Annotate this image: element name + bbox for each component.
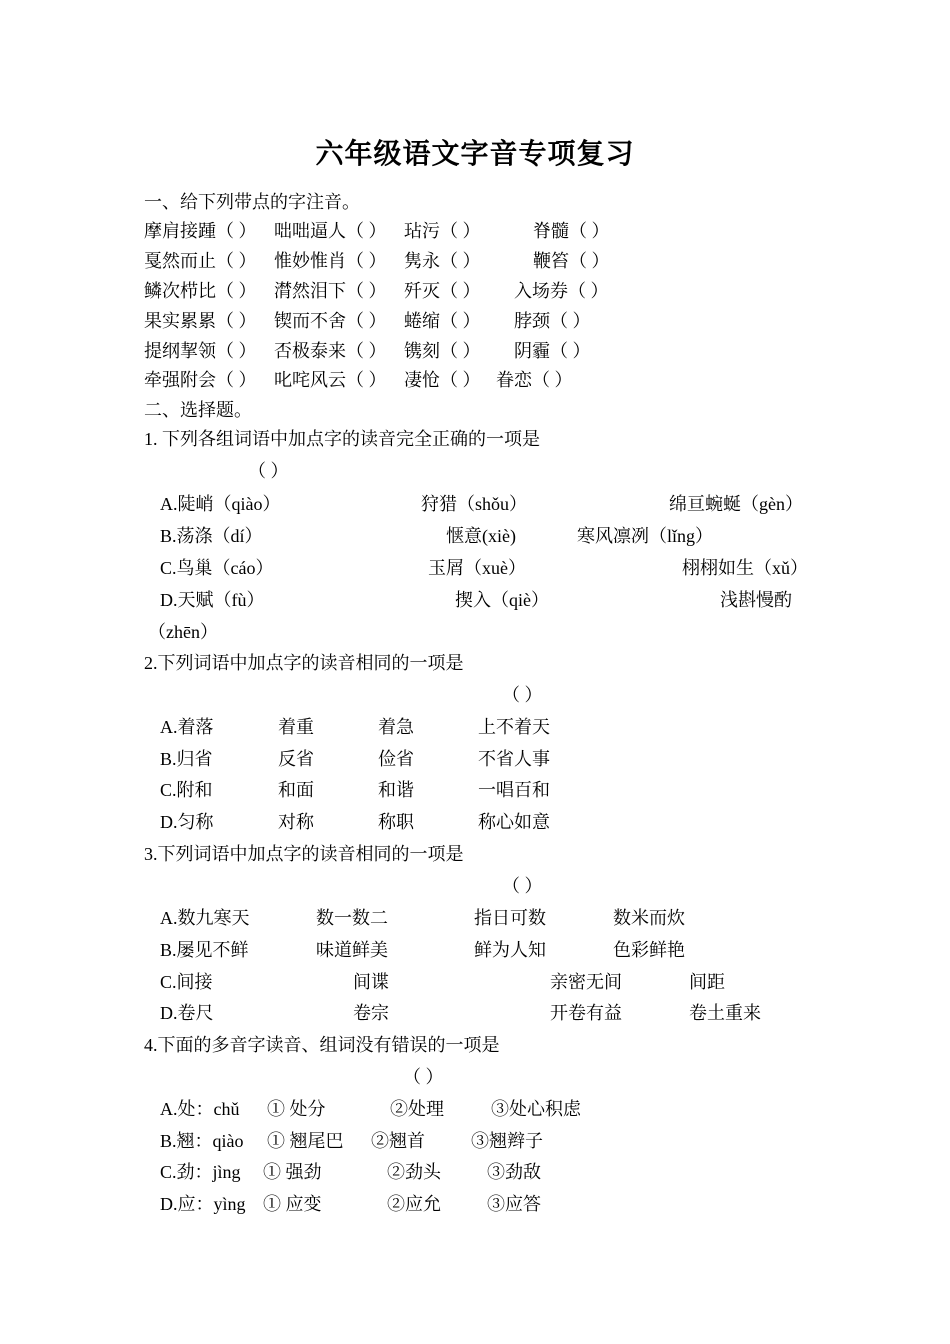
option-c-item: 亲密无间	[550, 972, 622, 992]
term: 玷污（ ）	[404, 221, 481, 241]
option-b: B.翘：qiào	[160, 1131, 244, 1151]
term: 果实累累（ ）	[144, 311, 257, 331]
term: 戛然而止（ ）	[144, 251, 257, 271]
option-c-item: ③劲敌	[487, 1162, 541, 1182]
option-a: A.陡峭（qiào）	[160, 494, 281, 514]
option-b-item: 俭省	[378, 749, 414, 769]
option-d-item: 卷宗	[353, 1003, 389, 1023]
option-d: D.应：yìng	[160, 1194, 246, 1214]
page-title: 六年级语文字音专项复习	[315, 139, 635, 170]
option-c-item: 和面	[278, 780, 314, 800]
option-c-item: 间距	[689, 972, 725, 992]
option-c-item: ① 强劲	[263, 1162, 322, 1182]
option-d-item: 开卷有益	[550, 1003, 622, 1023]
term: 惟妙惟肖（ ）	[274, 251, 387, 271]
option-a-item: 数米而炊	[613, 908, 685, 928]
option-c: C.鸟巢（cáo）	[160, 558, 274, 578]
option-c-item: 玉屑（xuè）	[428, 558, 526, 578]
option-a: A.着落	[160, 717, 214, 737]
term: 眷恋（ ）	[496, 370, 573, 390]
option-d-item: ① 应变	[263, 1194, 322, 1214]
option-c: C.劲：jìng	[160, 1162, 241, 1182]
option-d-item: 对称	[278, 812, 314, 832]
term: 脖颈（ ）	[514, 311, 591, 331]
option-c: C.间接	[160, 972, 213, 992]
term: 摩肩接踵（ ）	[144, 221, 257, 241]
option-b-item: ②翘首	[371, 1131, 425, 1151]
option-a-item: 上不着天	[478, 717, 550, 737]
option-d-item: 称心如意	[478, 812, 550, 832]
term: 隽永（ ）	[404, 251, 481, 271]
option-a: A.处：chǔ	[160, 1099, 240, 1119]
option-c-item: ②劲头	[387, 1162, 441, 1182]
term: 阴霾（ ）	[514, 341, 591, 361]
option-b-item: 色彩鲜艳	[613, 940, 685, 960]
term: 镌刻（ ）	[404, 341, 481, 361]
option-d: D.卷尺	[160, 1003, 214, 1023]
option-a-item: ②处理	[390, 1099, 444, 1119]
section2-heading: 二、选择题。	[144, 400, 252, 420]
option-d: D.匀称	[160, 812, 214, 832]
option-d-item: 揳入（qiè）	[455, 590, 549, 610]
option-d-wrap: （zhēn）	[148, 622, 218, 642]
option-b-item: 惬意(xiè)	[446, 526, 516, 546]
term: 凄怆（ ）	[404, 370, 481, 390]
term: 鳞次栉比（ ）	[144, 281, 257, 301]
option-b-item: ① 翘尾巴	[267, 1131, 344, 1151]
option-b-item: 反省	[278, 749, 314, 769]
option-a-item: 绵亘蜿蜒（gèn）	[669, 494, 803, 514]
question-4-stem: 4.下面的多音字读音、组词没有错误的一项是	[144, 1035, 500, 1055]
option-d-item: ②应允	[387, 1194, 441, 1214]
option-a-item: ① 处分	[267, 1099, 326, 1119]
option-d: D.天赋（fù）	[160, 590, 265, 610]
option-d-item: 浅斟慢酌	[720, 590, 792, 610]
answer-paren: （ ）	[502, 876, 543, 896]
option-b: B.归省	[160, 749, 213, 769]
option-c-item: 一唱百和	[478, 780, 550, 800]
term: 歼灭（ ）	[404, 281, 481, 301]
option-b-item: 鲜为人知	[474, 940, 546, 960]
option-d-item: ③应答	[487, 1194, 541, 1214]
term: 否极泰来（ ）	[274, 341, 387, 361]
term: 咄咄逼人（ ）	[274, 221, 387, 241]
answer-paren: （ ）	[248, 461, 289, 481]
option-b-item: ③翘辫子	[471, 1131, 543, 1151]
option-a-item: 狩猎（shǒu）	[421, 494, 528, 514]
option-a: A.数九寒天	[160, 908, 250, 928]
option-d-item: 卷土重来	[689, 1003, 761, 1023]
term: 脊髓（ ）	[533, 221, 610, 241]
answer-paren: （ ）	[403, 1067, 444, 1087]
answer-paren: （ ）	[502, 685, 543, 705]
option-c-item: 和谐	[378, 780, 414, 800]
option-c: C.附和	[160, 780, 213, 800]
term: 入场券（ ）	[514, 281, 609, 301]
option-b: B.荡涤（dí）	[160, 526, 263, 546]
option-a-item: ③处心积虑	[491, 1099, 581, 1119]
question-2-stem: 2.下列词语中加点字的读音相同的一项是	[144, 653, 464, 673]
term: 鞭笞（ ）	[533, 251, 610, 271]
term: 潸然泪下（ ）	[274, 281, 387, 301]
question-3-stem: 3.下列词语中加点字的读音相同的一项是	[144, 844, 464, 864]
term: 叱咤风云（ ）	[274, 370, 387, 390]
option-b: B.屡见不鲜	[160, 940, 249, 960]
option-a-item: 着重	[278, 717, 314, 737]
option-d-item: 称职	[378, 812, 414, 832]
option-b-item: 寒风凛冽（lǐng）	[577, 526, 714, 546]
term: 提纲挈领（ ）	[144, 341, 257, 361]
question-1-stem: 1. 下列各组词语中加点字的读音完全正确的一项是	[144, 429, 540, 449]
option-a-item: 着急	[378, 717, 414, 737]
option-a-item: 数一数二	[316, 908, 388, 928]
option-c-item: 栩栩如生（xǔ）	[682, 558, 808, 578]
section1-heading: 一、给下列带点的字注音。	[144, 192, 360, 212]
option-a-item: 指日可数	[474, 908, 546, 928]
option-b-item: 味道鲜美	[316, 940, 388, 960]
term: 蜷缩（ ）	[404, 311, 481, 331]
term: 牵强附会（ ）	[144, 370, 257, 390]
term: 锲而不舍（ ）	[274, 311, 387, 331]
option-c-item: 间谍	[353, 972, 389, 992]
option-b-item: 不省人事	[478, 749, 550, 769]
